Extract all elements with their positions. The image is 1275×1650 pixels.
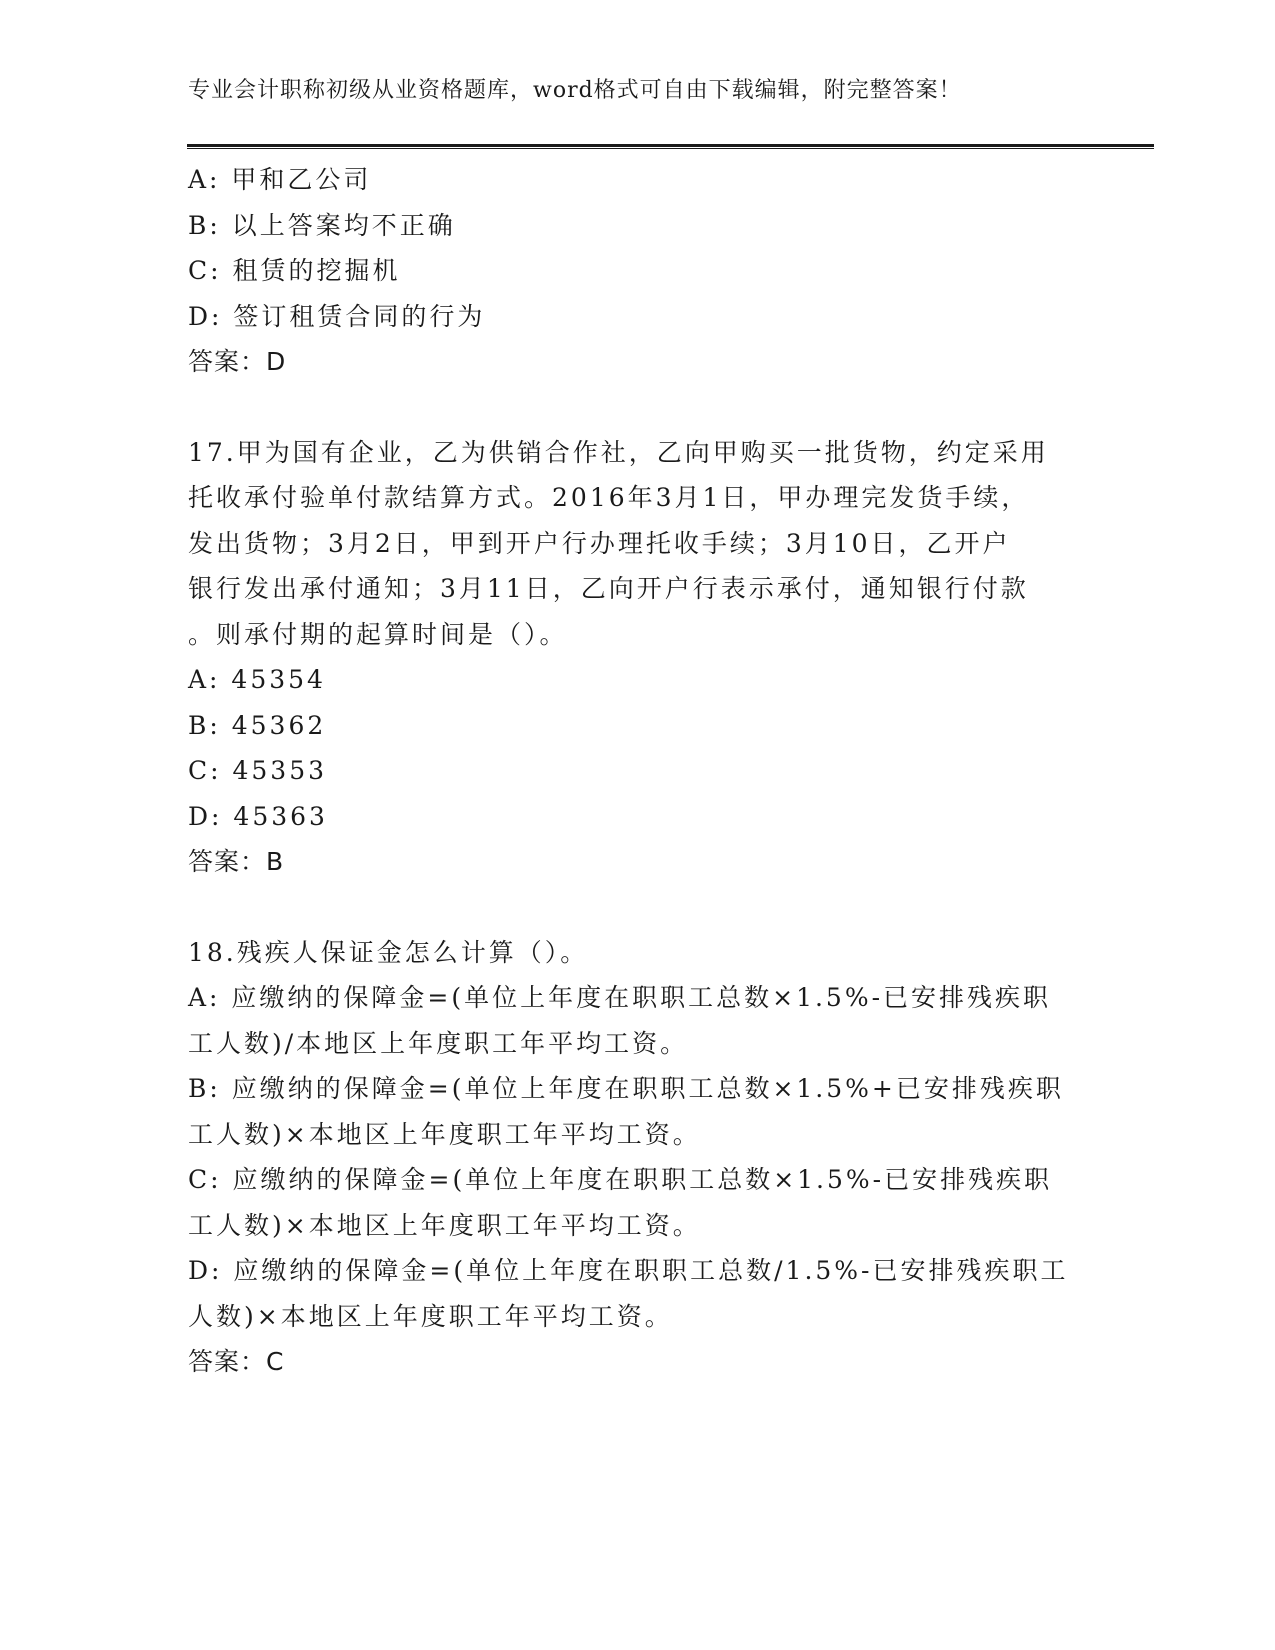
spacer [188,385,1088,430]
question-stem-line: 。则承付期的起算时间是（）。 [188,619,568,649]
option-d-line-2: 人数)×本地区上年度职工年平均工资。 [188,1301,673,1331]
question-stem-line: 托收承付验单付款结算方式。2016年3月1日，甲办理完发货手续， [188,483,1030,512]
question-stem-line: 17.甲为国有企业，乙为供销合作社，乙向甲购买一批货物，约定采用 [188,437,1049,467]
option-a: A: 甲和乙公司 [188,165,372,194]
option-b: B: 45362 [188,710,327,740]
answer: 答案：C [188,1347,285,1376]
option-d: D: 签订租赁合同的行为 [188,301,486,331]
question-18 [188,930,1088,1385]
document-body [188,157,1088,1385]
answer: 答案：D [188,347,287,376]
option-d: D: 45363 [188,801,328,831]
option-a-line-2: 工人数)/本地区上年度职工年平均工资。 [188,1028,689,1058]
question-16 [188,157,1088,385]
header-divider [187,144,1154,149]
question-17 [188,430,1088,885]
question-stem-line: 银行发出承付通知；3月11日，乙向开户行表示承付，通知银行付款 [188,574,1029,603]
option-c: C: 租赁的挖掘机 [188,256,401,285]
page-header: 专业会计职称初级从业资格题库，word格式可自由下载编辑，附完整答案！ [188,78,962,103]
option-a: A: 45354 [188,665,326,694]
question-stem-line: 发出货物；3月2日，甲到开户行办理托收手续；3月10日，乙开户 [188,528,1011,558]
spacer [188,885,1088,930]
option-a-line-1: A: 应缴纳的保障金=(单位上年度在职职工总数×1.5%-已安排残疾职 [188,983,1052,1012]
option-b-line-1: B: 应缴纳的保障金=(单位上年度在职职工总数×1.5%+已安排残疾职 [188,1074,1064,1103]
option-b: B: 以上答案均不正确 [188,210,456,240]
answer: 答案：B [188,847,285,876]
option-c-line-1: C: 应缴纳的保障金=(单位上年度在职职工总数×1.5%-已安排残疾职 [188,1165,1053,1194]
option-d-line-1: D: 应缴纳的保障金=(单位上年度在职职工总数/1.5%-已安排残疾职工 [188,1256,1069,1285]
option-c: C: 45353 [188,756,328,785]
option-b-line-2: 工人数)×本地区上年度职工年平均工资。 [188,1119,701,1149]
question-stem: 18.残疾人保证金怎么计算（）。 [188,937,589,967]
option-c-line-2: 工人数)×本地区上年度职工年平均工资。 [188,1210,701,1240]
